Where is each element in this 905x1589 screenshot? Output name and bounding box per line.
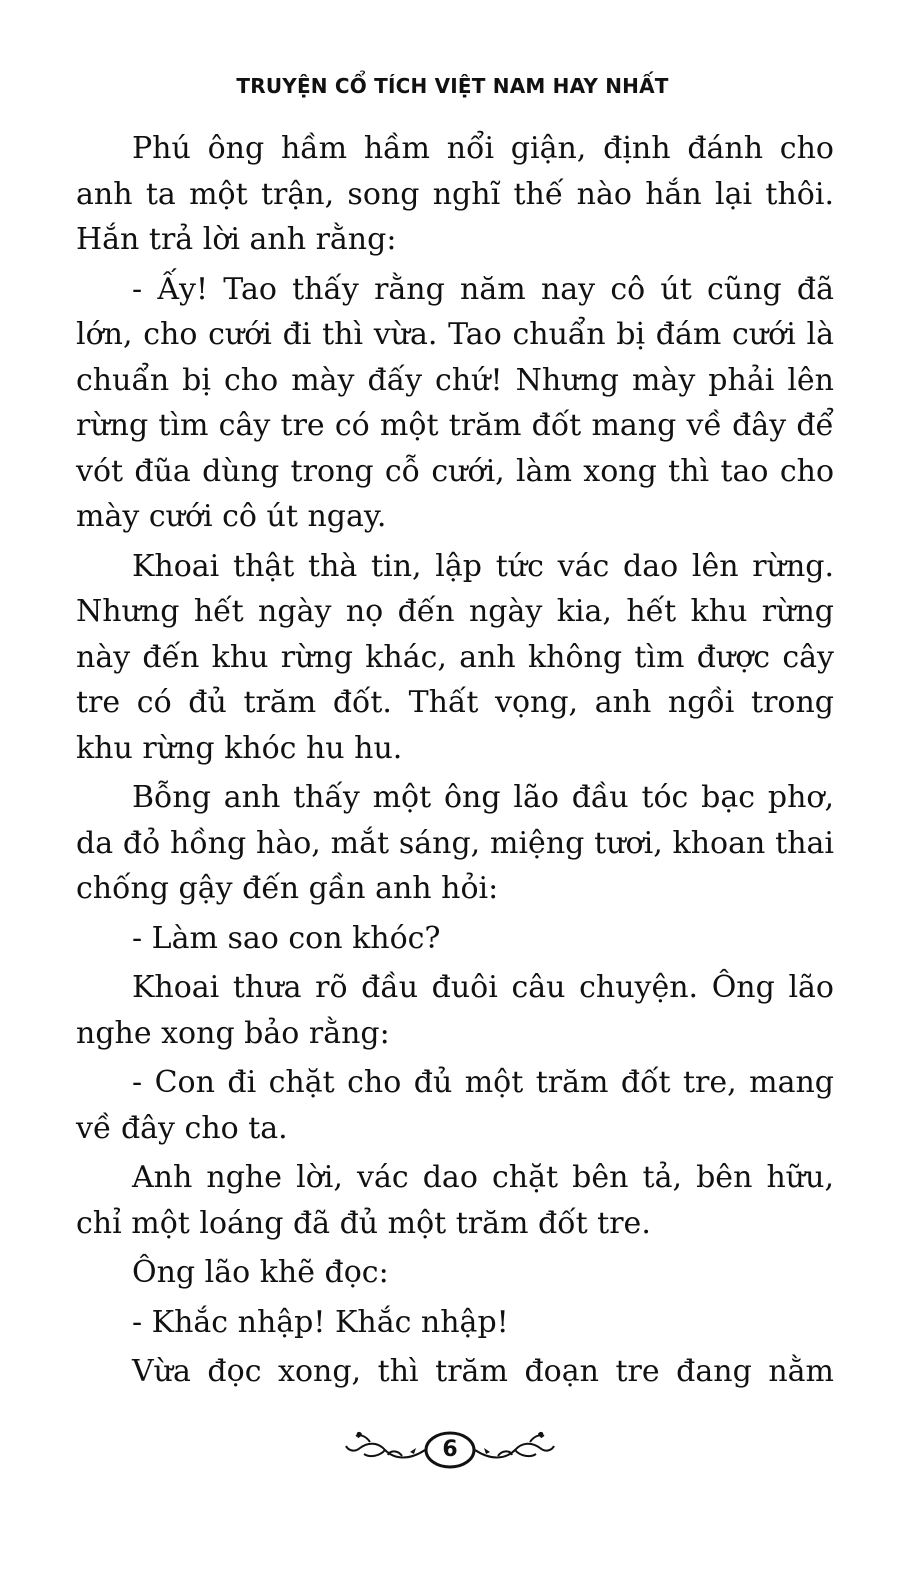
paragraph: - Ấy! Tao thấy rằng năm nay cô út cũng đã lớn, cho cưới đi thì vừa. Tao chuẩn bị đám cưới là chuẩn bị cho mày đấy chứ! Nhưng mày phải lên rừng tìm cây tre có một trăm đốt mang về đây để vót đũa dùng trong cỗ cưới, làm xong thì tao cho mày cưới cô út ngay. (76, 271, 834, 534)
paragraph: Vừa đọc xong, thì trăm đoạn tre đang nằm (132, 1354, 834, 1389)
paragraph: - Con đi chặt cho đủ một trăm đốt tre, mang về đây cho ta. (76, 1065, 834, 1146)
page-number-ornament (340, 1420, 560, 1480)
paragraph: - Làm sao con khóc? (132, 920, 441, 956)
page-number: 6 (442, 1437, 458, 1462)
paragraph: - Khắc nhập! Khắc nhập! (132, 1304, 509, 1340)
paragraph: Ông lão khẽ đọc: (132, 1255, 389, 1290)
story-text (76, 126, 834, 1399)
paragraph: Anh nghe lời, vác dao chặt bên tả, bên hữu, chỉ một loáng đã đủ một trăm đốt tre. (76, 1160, 834, 1241)
paragraph: Khoai thưa rõ đầu đuôi câu chuyện. Ông lão nghe xong bảo rằng: (76, 970, 834, 1051)
running-header: TRUYỆN CỔ TÍCH VIỆT NAM HAY NHẤT (236, 74, 669, 98)
paragraph: Phú ông hầm hầm nổi giận, định đánh cho anh ta một trận, song nghĩ thế nào hắn lại thôi. Hắn trả lời anh rằng: (76, 131, 834, 257)
paragraph: Bỗng anh thấy một ông lão đầu tóc bạc phơ, da đỏ hồng hào, mắt sáng, miệng tươi, khoan thai chống gậy đến gần anh hỏi: (76, 780, 834, 906)
paragraph: Khoai thật thà tin, lập tức vác dao lên rừng. Nhưng hết ngày nọ đến ngày kia, hết khu rừng này đến khu rừng khác, anh không tìm được cây tre có đủ trăm đốt. Thất vọng, anh ngồi trong khu rừng khóc hu hu. (76, 548, 834, 766)
